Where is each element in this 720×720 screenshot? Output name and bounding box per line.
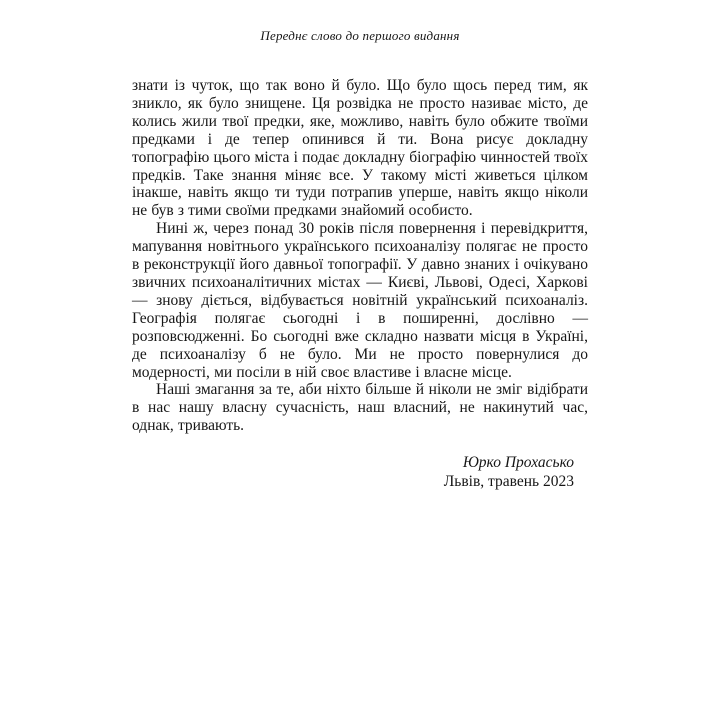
signature-block [132,454,588,491]
body-text [132,77,588,435]
page-content [132,0,588,491]
author-signature: Юрко Прохасько [462,454,574,472]
paragraph-2: Нині ж, через понад 30 років після повернення і перевідкриття, мапування новітнього українського психоаналізу полягає не просто в реконструкції його давньої топографії. У давно знаних і очікувано звичних психоаналітичних містах — Києві, Львові, Одесі, Харкові — знову діється, відбувається новітній український психоаналіз. Географія полягає сьогодні і в поширенні, дослівно — розповсюдженні. Бо сьогодні вже складно назвати місця в Україні, де психоаналізу б не було. Ми не просто повернулися до модерності, ми посіли в ній своє властиве і власне місце. [132,220,588,381]
place-date-line: Львів, травень 2023 [443,472,574,490]
paragraph-1: знати із чуток, що так воно й було. Що було щось перед тим, як зникло, як було знищене. Ця розвідка не просто називає місто, де колись жили твої предки, яке, можливо, навіть було обжите твоїми предками і де тепер опинився й ти. Вона рисує докладну топографію цього міста і подає докладну біографію чинностей твоїх предків. Таке знання міняє все. У такому місті живеться цілком інакше, навіть якщо ти туди потрапив уперше, навіть якщо ніколи не був з тими своїми предками знайомий особисто. [132,77,588,220]
paragraph-3: Наші змагання за те, аби ніхто більше й ніколи не зміг відібрати в нас нашу власну сучасність, наш власний, не накинутий час, однак, тривають. [132,381,588,435]
running-header: Переднє слово до першого видання [260,28,460,43]
